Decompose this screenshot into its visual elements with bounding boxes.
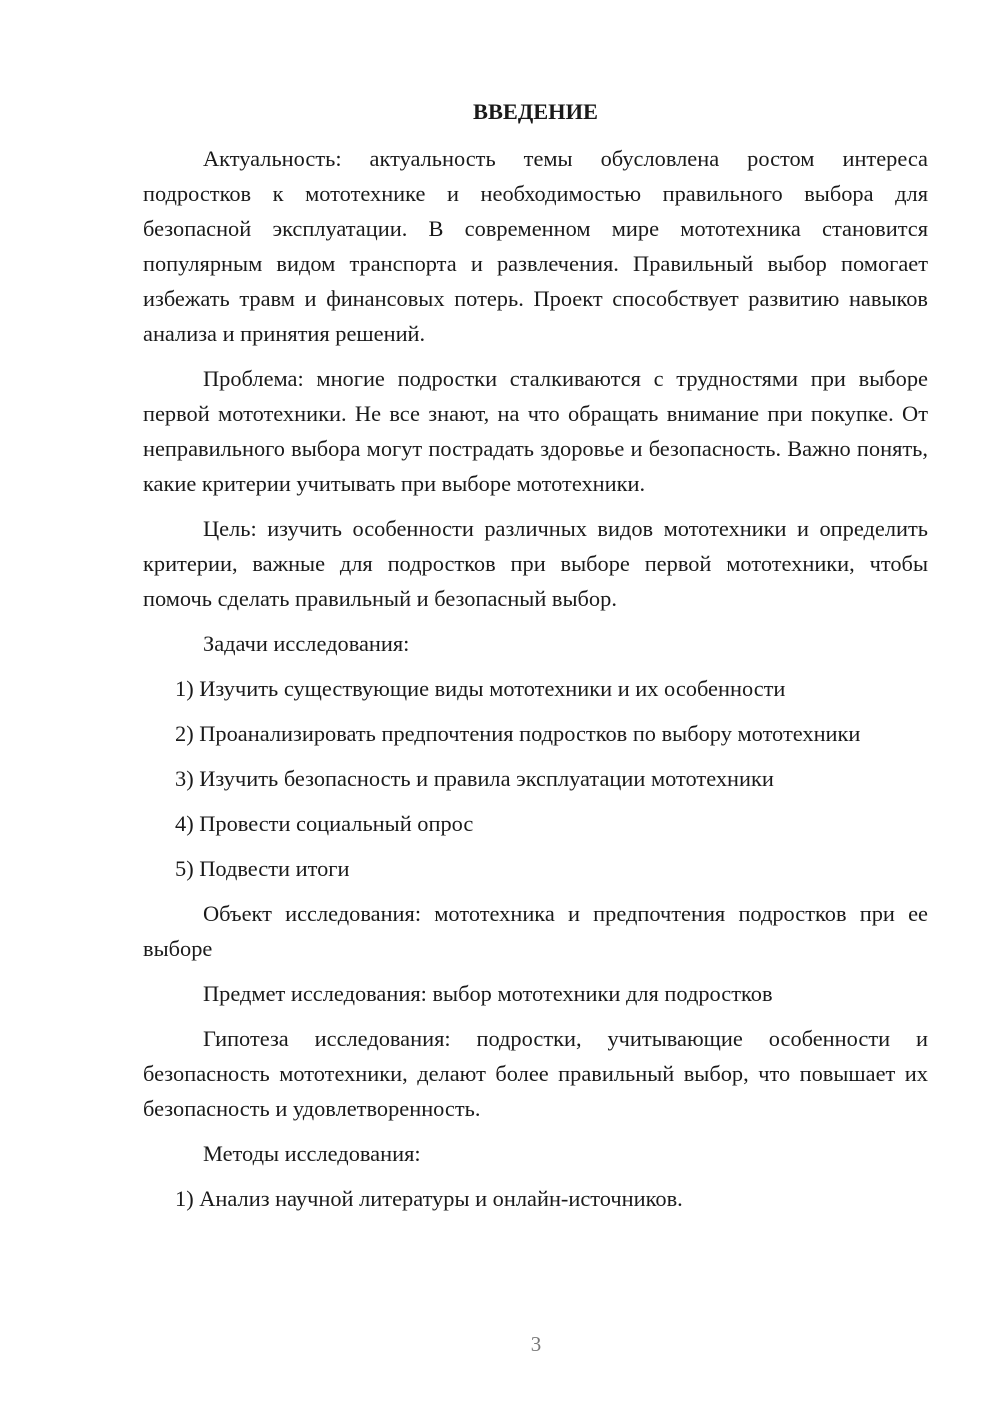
goal-paragraph: Цель: изучить особенности различных видов мототехники и определить критерии, важные для подростков при выборе первой мототехники, чтобы помочь сделать правильный и безопасный выбор. (143, 516, 928, 611)
tasks-label: Задачи исследования: (203, 631, 410, 656)
relevance-paragraph: Актуальность: актуальность темы обусловлена ростом интереса подростков к мототехнике и необходимостью правильного выбора для безопасной эксплуатации. В современном мире мототехника становится популярным видом транспорта и развлечения. Правильный выбор помогает избежать травм и финансовых потерь. Проект способствует развитию навыков анализа и принятия решений. (143, 146, 928, 346)
section-heading: ВВЕДЕНИЕ (473, 99, 598, 124)
object-paragraph: Объект исследования: мототехника и предпочтения подростков при ее выборе (143, 901, 928, 961)
hypothesis-paragraph: Гипотеза исследования: подростки, учитывающие особенности и безопасность мототехники, делают более правильный выбор, что повышает их безопасность и удовлетворенность. (143, 1026, 928, 1121)
task-item: 5) Подвести итоги (175, 856, 350, 881)
subject-paragraph: Предмет исследования: выбор мототехники для подростков (203, 981, 773, 1006)
methods-label: Методы исследования: (203, 1141, 421, 1166)
method-item: 1) Анализ научной литературы и онлайн-источников. (175, 1186, 683, 1211)
task-item: 1) Изучить существующие виды мототехники и их особенности (175, 676, 786, 701)
task-item: 4) Провести социальный опрос (175, 811, 474, 836)
problem-paragraph: Проблема: многие подростки сталкиваются с трудностями при выборе первой мототехники. Не все знают, на что обращать внимание при покупке. От неправильного выбора могут пострадать здоровье и безопасность. Важно понять, какие критерии учитывать при выборе мототехники. (143, 366, 928, 496)
task-item: 3) Изучить безопасность и правила эксплуатации мототехники (175, 766, 774, 791)
task-item: 2) Проанализировать предпочтения подростков по выбору мототехники (175, 721, 861, 746)
page-number: 3 (530, 1332, 542, 1356)
page-content (143, 94, 928, 1226)
